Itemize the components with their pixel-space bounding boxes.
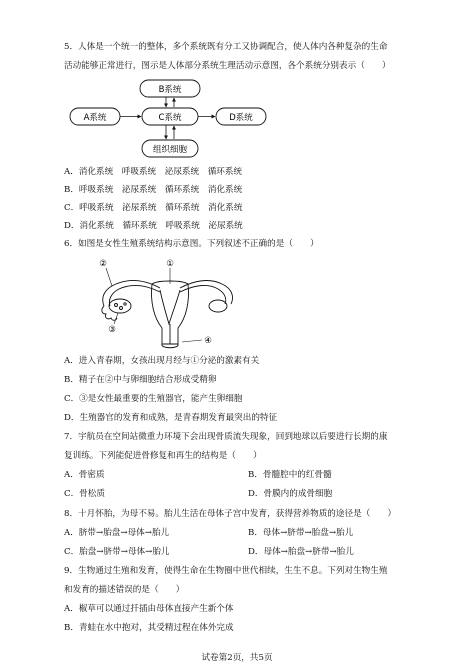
q9-option-b[interactable]: B．青蛙在水中抱对，其受精过程在体外完成	[64, 623, 234, 633]
q8-option-d[interactable]: D．母体→胎盘→脐带→胎儿	[248, 547, 354, 557]
q6-option-a[interactable]: A．进入青春期，女孩出现月经与①分泌的激素有关	[64, 356, 260, 366]
system-b-box	[140, 80, 200, 97]
q6-option-b[interactable]: B．精子在②中与卵细胞结合形成受精卵	[64, 375, 217, 385]
q7-option-b[interactable]: B．骨髓腔中的红骨髓	[248, 470, 332, 480]
q7-stem-line2: 复训练。下列能促进骨修复和再生的结构是（ ）	[64, 451, 262, 461]
q7-option-c[interactable]: C．骨松质	[64, 489, 105, 499]
q5-stem-line2: 活动能够正常进行，图示是人体部分系统生理活动示意图，各个系统分别表示（ ）	[64, 61, 391, 71]
leader-2	[106, 268, 112, 286]
q9-option-a[interactable]: A．椒草可以通过扦插由母体直接产生新个体	[64, 604, 234, 614]
q9-stem-line1: 9．生物通过生殖和发育，使得生命在生物圈中世代相续，生生不息。下列对生物生殖	[64, 566, 388, 576]
q8-option-c[interactable]: C．胎盘→脐带→母体→胎儿	[64, 547, 170, 557]
female-reproductive-diagram	[90, 258, 240, 354]
leader-3	[114, 313, 118, 324]
leader-4	[182, 340, 202, 342]
q5-option-d[interactable]: D．消化系统 循环系统 呼吸系统 泌尿系统	[64, 221, 243, 231]
q9-stem-line2: 和发育的描述错误的是（ ）	[64, 585, 185, 595]
q5-option-c[interactable]: C．呼吸系统 泌尿系统 循环系统 消化系统	[64, 203, 243, 213]
system-diagram	[64, 78, 286, 160]
page-footer: 试卷第2页，共5页	[201, 653, 273, 663]
q8-option-a[interactable]: A．脐带→胎盘→母体→胎儿	[64, 528, 170, 538]
q8-option-b[interactable]: B．母体→脐带→胎盘→胎儿	[248, 528, 354, 538]
system-d-label: D系统	[229, 113, 253, 123]
system-a-label: A系统	[83, 113, 107, 123]
label-2: ②	[99, 259, 107, 269]
system-c-box	[142, 108, 198, 125]
label-1: ①	[166, 259, 174, 269]
system-c-label: C系统	[158, 113, 182, 123]
label-4: ④	[204, 336, 212, 346]
q6-stem: 6．如图是女性生殖系统结构示意图。下列叙述不正确的是（ ）	[64, 239, 319, 249]
q6-option-c[interactable]: C．③是女性最重要的生殖器官，能产生卵细胞	[64, 394, 243, 404]
q6-option-d[interactable]: D．生殖器官的发育和成熟，是青春期发育最突出的特征	[64, 413, 278, 423]
system-b-label: B系统	[158, 85, 182, 95]
q5-option-b[interactable]: B．呼吸系统 泌尿系统 循环系统 消化系统	[64, 185, 243, 195]
q7-stem-line1: 7．宇航员在空间站微重力环境下会出现骨质流失现象，回到地球以后要进行长期的康	[64, 432, 388, 442]
q7-option-a[interactable]: A．骨密质	[64, 470, 105, 480]
system-a-box	[70, 108, 120, 125]
tissue-cell-label: 组织细胞	[152, 145, 188, 155]
q7-option-d[interactable]: D．骨膜内的成骨细胞	[248, 489, 333, 499]
q5-option-a[interactable]: A．消化系统 呼吸系统 泌尿系统 循环系统	[64, 167, 243, 177]
label-3: ③	[108, 325, 116, 335]
tissue-cell-box	[142, 140, 198, 157]
q8-stem: 8．十月怀胎，为母不易。胎儿生活在母体子宫中发育，获得营养物质的途径是（ ）	[64, 509, 397, 519]
q5-stem-line1: 5．人体是一个统一的整体，多个系统既有分工又协调配合，使人体内各种复杂的生命	[64, 42, 388, 52]
system-d-box	[216, 108, 266, 125]
